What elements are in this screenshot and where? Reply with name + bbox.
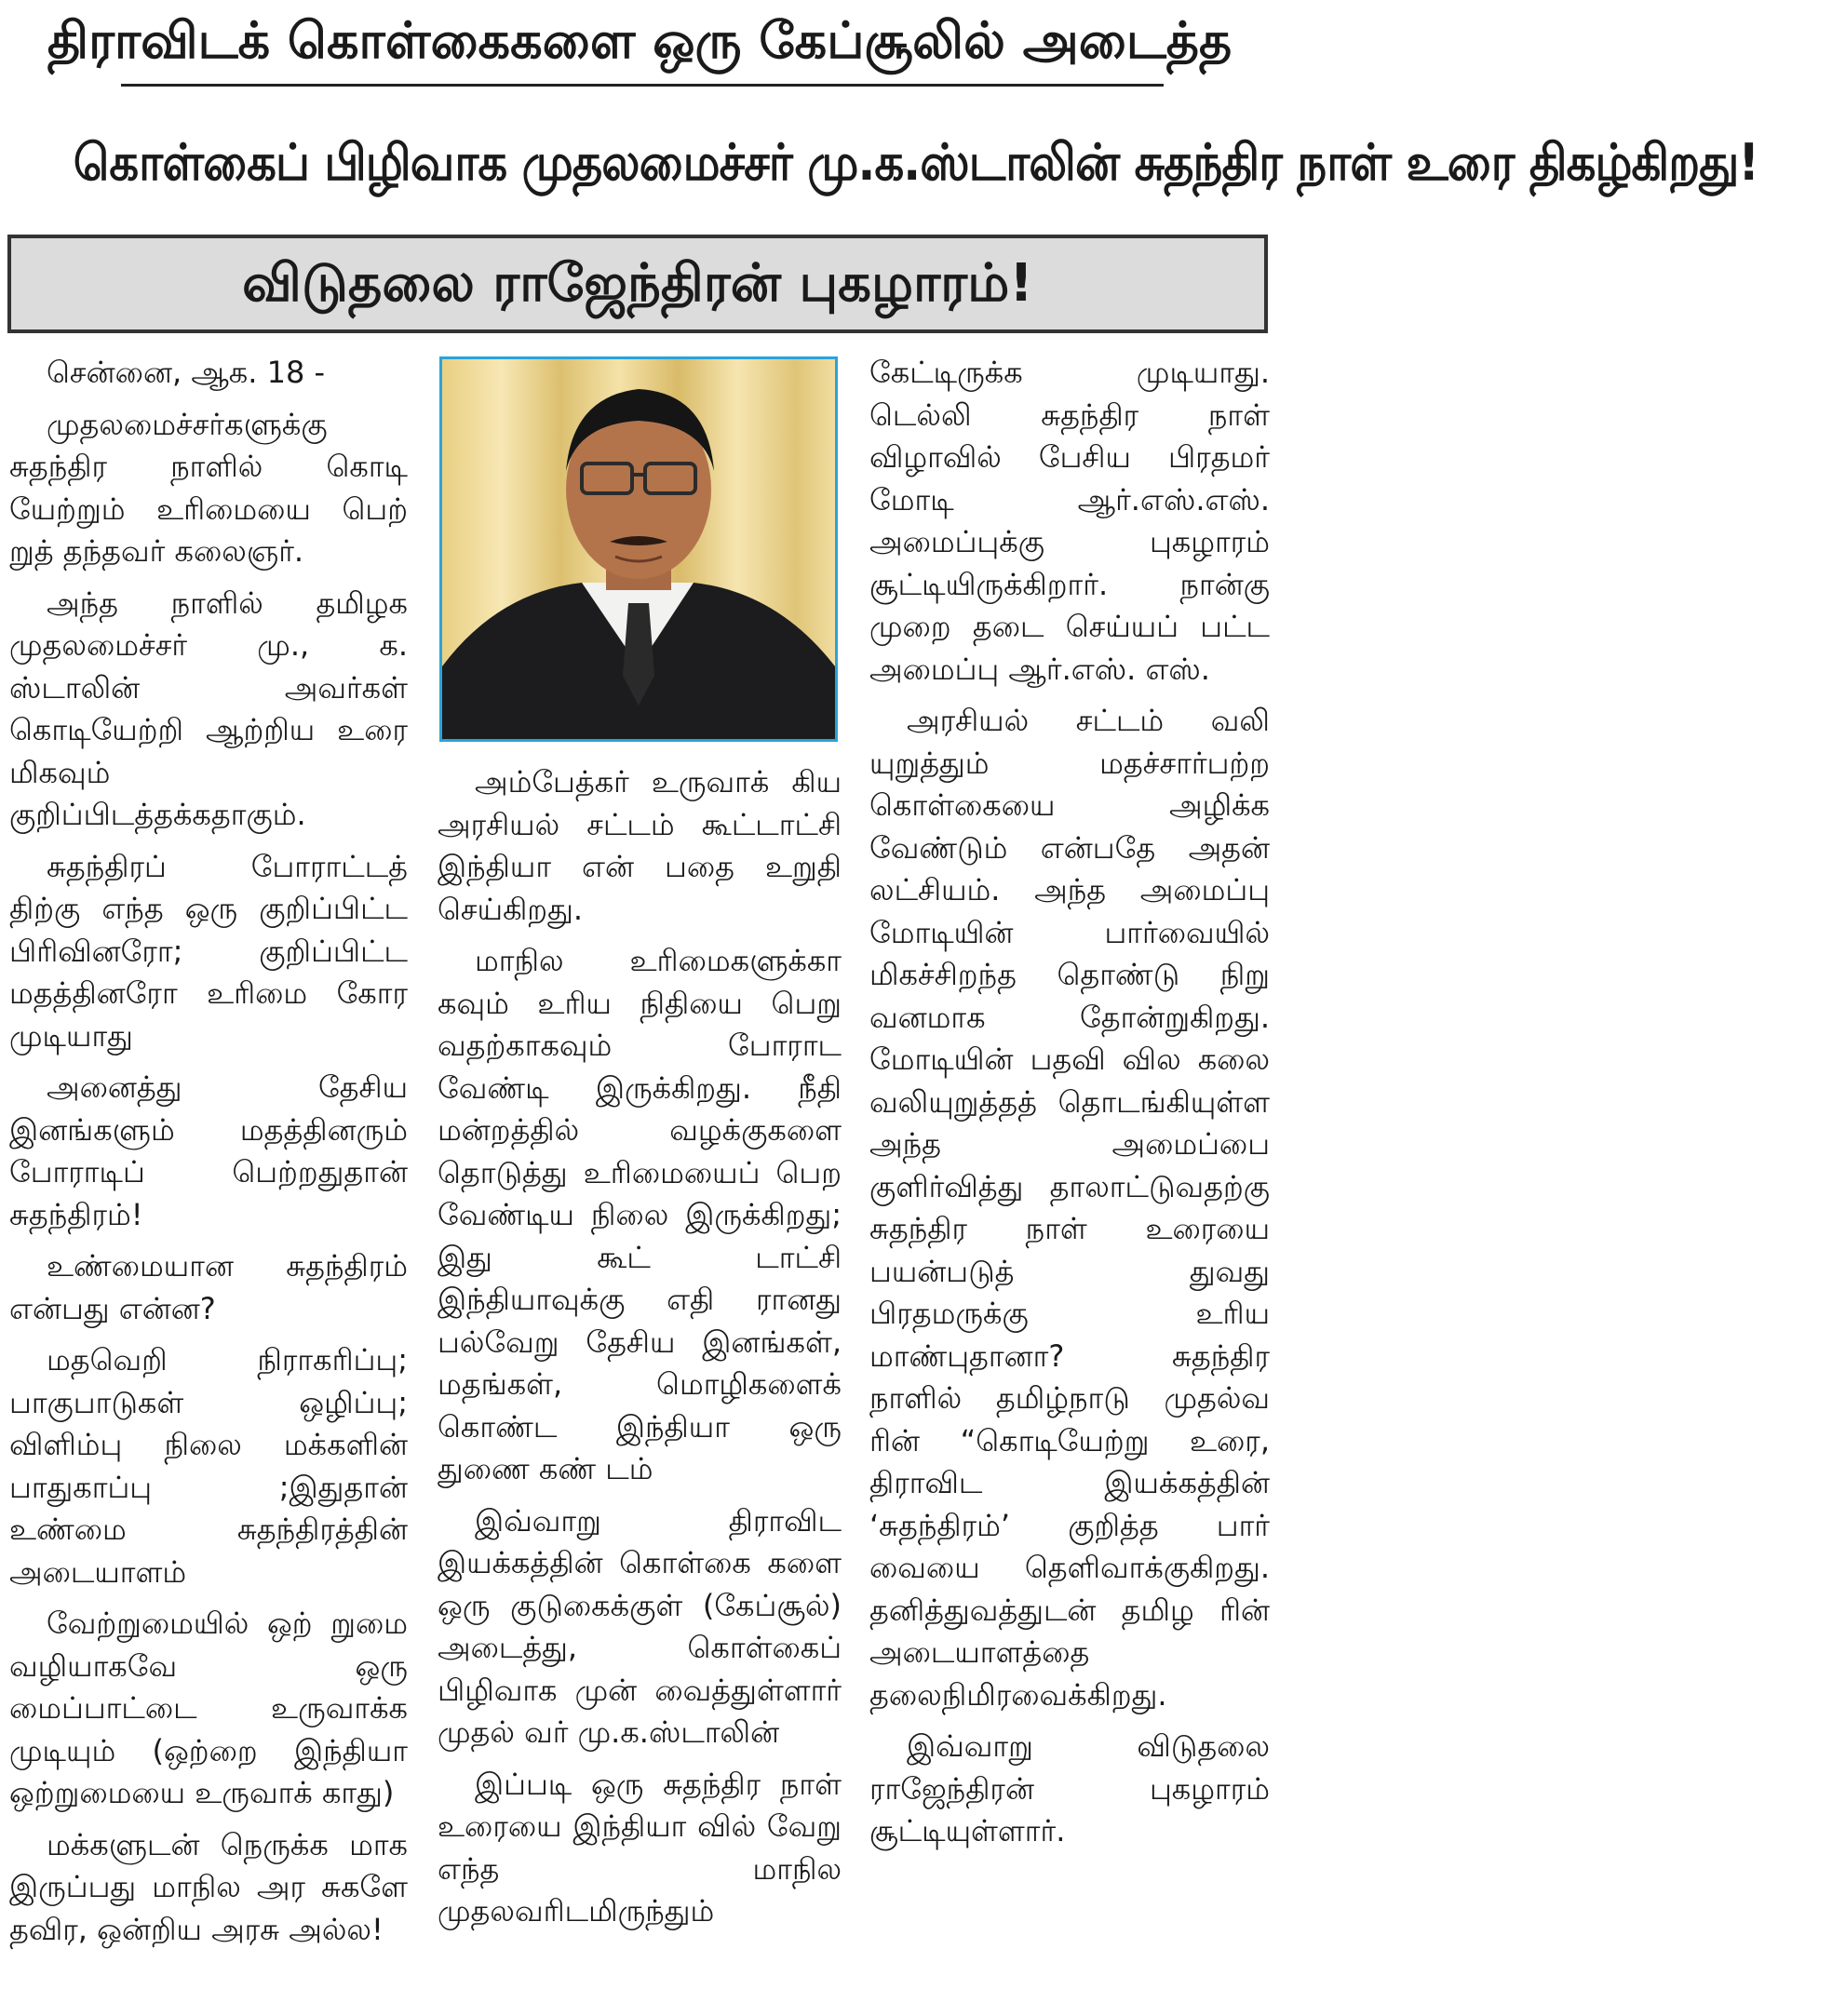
paragraph: மக்களுடன் நெருக்க மாக இருப்பது மாநில அர சுகளே தவிர, ஒன்றிய அரசு அல்ல! bbox=[9, 1826, 408, 1947]
paragraph: அனைத்து தேசிய இனங்களும் மதத்தினரும் போராடிப் பெற்றதுதான் சுதந்திரம்! bbox=[9, 1069, 408, 1232]
paragraph: இவ்வாறு திராவிட இயக்கத்தின் கொள்கை களை ஒரு குடுகைக்குள் (கேப்சூல்) அடைத்து, கொள்கைப் பிழிவாக முன் வைத்துள்ளார் முதல் வர் மு.க.ஸ்டாலின் bbox=[438, 1502, 842, 1750]
paragraph: மாநில உரிமைகளுக்கா கவும் உரிய நிதியை பெறு வதற்காகவும் போராட வேண்டி இருக்கிறது. நீதி மன்றத்தில் வழக்குகளை தொடுத்து உரிமையைப் பெற வேண்டிய நிலை இருக்கிறது; இது கூட் டாட்சி இந்தியாவுக்கு எதி ரானது பல்வேறு தேசிய இனங்கள், மதங்கள், மொழிகளைக் கொண்ட இந்தியா ஒரு துணை கண் டம் bbox=[438, 943, 842, 1486]
subhead-box: விடுதலை ராஜேந்திரன் புகழாரம்! bbox=[7, 235, 1268, 333]
paragraph: இப்படி ஒரு சுதந்திர நாள் உரையை இந்தியா வில் வேறு எந்த மாநில முதலவரிடமிருந்தும் bbox=[438, 1766, 842, 1929]
portrait-photo bbox=[439, 356, 838, 742]
paragraph: அம்பேத்கர் உருவாக் கிய அரசியல் சட்டம் கூட்டாட்சி இந்தியா என் பதை உறுதி செய்கிறது. bbox=[438, 764, 842, 927]
portrait-photo-icon bbox=[442, 359, 835, 739]
article-column-3 bbox=[869, 352, 1270, 1862]
paragraph: உண்மையான சுதந்திரம் என்பது என்ன? bbox=[9, 1248, 408, 1326]
dateline: சென்னை, ஆக. 18 - bbox=[47, 355, 326, 390]
paragraph: மதவெறி நிராகரிப்பு; பாகுபாடுகள் ஒழிப்பு; விளிம்பு நிலை மக்களின் பாதுகாப்பு ;இதுதான் உண்மை சுதந்திரத்தின் அடையாளம் bbox=[9, 1342, 408, 1590]
headline-line2 bbox=[0, 112, 1759, 214]
paragraph: கேட்டிருக்க முடியாது. டெல்லி சுதந்திர நாள் விழாவில் பேசிய பிரதமர் மோடி ஆர்.எஸ்.எஸ். அமைப்புக்கு புகழாரம் சூட்டியிருக்கிறார். நான்கு முறை தடை செய்யப் பட்ட அமைப்பு ஆர்.எஸ். எஸ். bbox=[869, 355, 1270, 687]
paragraph: சுதந்திரப் போராட்டத் திற்கு எந்த ஒரு குறிப்பிட்ட பிரிவினரோ; குறிப்பிட்ட மதத்தினரோ உரிமை கோர முடியாது bbox=[9, 848, 408, 1054]
paragraph: அந்த நாளில் தமிழக முதலமைச்சர் மு., க. ஸ்டாலின் அவர்கள் கொடியேற்றி ஆற்றிய உரை மிகவும் குறிப்பிடத்தக்கதாகும். bbox=[9, 585, 408, 832]
paragraph: அரசியல் சட்டம் வலி யுறுத்தும் மதச்சார்பற்ற கொள்கையை அழிக்க வேண்டும் என்பதே அதன் லட்சியம். அந்த அமைப்பு மோடியின் பார்வையில் மிகச்சிறந்த தொண்டு நிறு வனமாக தோன்றுகிறது. மோடியின் பதவி வில கலை வலியுறுத்தத் தொடங்கியுள்ள அந்த அமைப்பை குளிர்வித்து தாலாட்டுவதற்கு சுதந்திர நாள் உரையை பயன்படுத் துவது பிரதமருக்கு உரிய மாண்புதானா? சுதந்திர நாளில் தமிழ்நாடு முதல்வ ரின் “கொடியேற்று உரை, திராவிட இயக்கத்தின் ‘சுதந்திரம்’ குறித்த பார் வையை தெளிவாக்குகிறது. தனித்துவத்துடன் தமிழ ரின் அடையாளத்தை தலைநிமிரவைக்கிறது. bbox=[869, 703, 1270, 1713]
headline-rule bbox=[121, 84, 1164, 87]
paragraph: முதலமைச்சர்களுக்கு சுதந்திர நாளில் கொடி யேற்றும் உரிமையை பெற் றுத் தந்தவர் கலைஞர். bbox=[9, 406, 408, 569]
article-column-1 bbox=[9, 352, 408, 1960]
headline-line2-text: கொள்கைப் பிழிவாக முதலமைச்சர் மு.க.ஸ்டாலின் சுதந்திர நாள் உரை திகழ்கிறது! bbox=[73, 133, 1759, 192]
paragraph: இவ்வாறு விடுதலை ராஜேந்திரன் புகழாரம் சூட்டியுள்ளார். bbox=[869, 1728, 1270, 1848]
article-column-2 bbox=[438, 761, 842, 1942]
paragraph: வேற்றுமையில் ஒற் றுமை வழியாகவே ஒரு மைப்பாட்டை உருவாக்க முடியும் (ஒற்றை இந்தியா ஒற்றுமையை உருவாக் காது) bbox=[9, 1606, 408, 1810]
headline-line1: திராவிடக் கொள்கைகளை ஒரு கேப்சூலில் அடைத்த bbox=[47, 11, 1233, 70]
